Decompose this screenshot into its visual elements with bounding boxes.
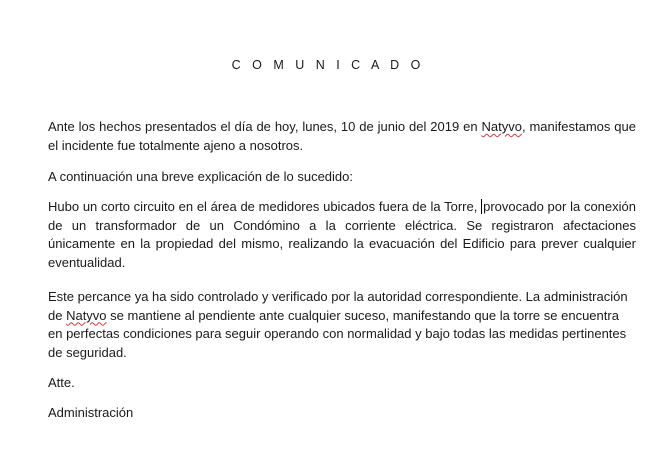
intro-text-a: Ante los hechos presentados el día de hoy, lunes, 10 de junio del 2019 en [48,119,482,134]
document-title: C O M U N I C A D O [231,58,425,72]
paragraph-explanation-lead: A continuación una breve explicación de lo sucedido: [48,169,353,184]
intro-text-b: , manifestamos que el incidente fue totalmente ajeno a nosotros. [48,119,636,153]
misspelled-word-natyvo-2: Natyvo [66,307,107,323]
misspelled-word-natyvo: Natyvo [481,119,522,134]
paragraph-incident-details [48,198,636,272]
details-text-a: Hubo un corto circuito en el área de medidores ubicados fuera de la Torre, [48,199,482,214]
details-text-b: provocado por la conexión de un transformador de un Condómino a la corriente eléctrica. Se registraron afectaciones únicamente en la propiedad del mismo, realizando la evacuación del Edificio para prever cualquier eventualidad. [48,199,636,270]
closing-text: Atte. [48,375,75,390]
paragraph-intro [48,118,636,155]
status-text-a: Este percance ya ha sido controlado y verificado por la autoridad correspondiente. La administración de [48,289,628,323]
signature-text: Administración [48,405,134,420]
paragraph-status [48,288,636,362]
status-text-b: se mantiene al pendiente ante cualquier suceso, manifestando que la torre se encuentra en perfectas condiciones para seguir operando con normalidad y bajo todas las medidas pertinentes de seguridad. [48,307,627,360]
text-cursor [481,199,482,214]
